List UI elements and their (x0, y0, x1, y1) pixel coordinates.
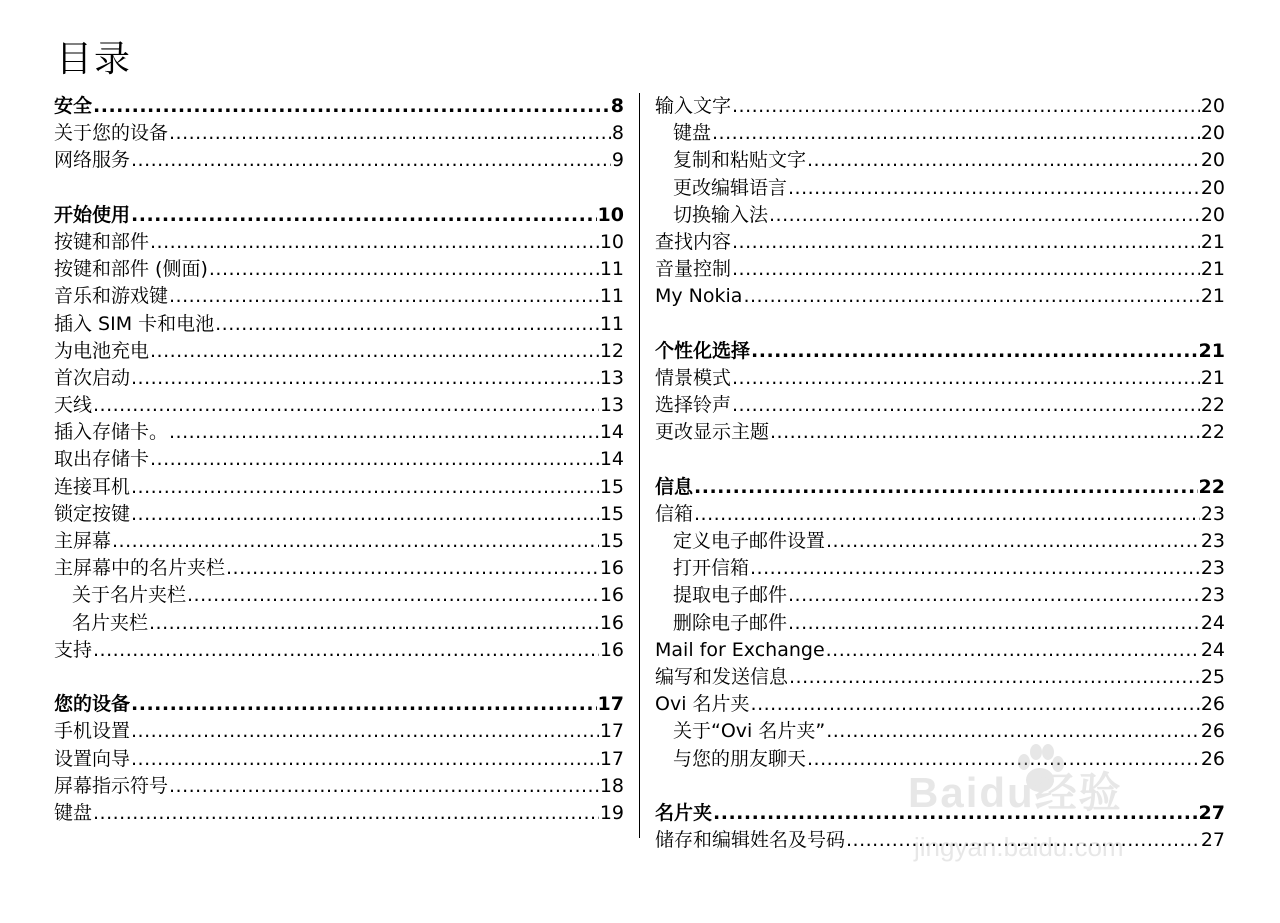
toc-page-number: 15 (599, 475, 624, 498)
toc-page-number: 22 (1198, 475, 1225, 498)
toc-entry[interactable] (655, 93, 1225, 120)
toc-entry[interactable] (54, 229, 624, 256)
toc-page-number: 13 (599, 366, 624, 389)
toc-entry-label: 打开信箱 (673, 557, 750, 580)
toc-page-number: 15 (599, 502, 624, 525)
toc-entry[interactable] (54, 474, 624, 501)
toc-leader-dots (93, 392, 599, 419)
toc-entry[interactable] (54, 365, 624, 392)
toc-entry[interactable] (655, 229, 1225, 256)
toc-leader-dots (209, 256, 599, 283)
toc-chapter-entry[interactable] (54, 93, 624, 120)
toc-entry[interactable] (655, 528, 1225, 555)
toc-entry[interactable] (655, 610, 1225, 637)
toc-entry[interactable] (54, 800, 624, 827)
toc-leader-dots (131, 691, 597, 718)
toc-leader-dots (732, 392, 1200, 419)
watermark-url: jingyan.baidu.com (914, 832, 1124, 862)
toc-entry-label: 设置向导 (54, 747, 131, 770)
toc-page-number: 20 (1200, 176, 1225, 199)
toc-entry-label: 键盘 (673, 122, 712, 145)
toc-page-number: 15 (599, 530, 624, 552)
toc-page-number: 21 (1200, 258, 1225, 281)
toc-entry-label: 您的设备 (54, 693, 131, 716)
toc-page-number: 10 (599, 230, 624, 253)
toc-leader-dots (826, 718, 1200, 745)
toc-chapter-entry[interactable] (655, 800, 1225, 827)
column-divider (639, 93, 640, 838)
toc-entry-label: 更改编辑语言 (673, 176, 788, 199)
toc-leader-dots (732, 93, 1200, 120)
toc-page-number: 11 (599, 312, 624, 335)
toc-leader-dots (187, 582, 599, 609)
toc-leader-dots (826, 528, 1200, 555)
toc-entry-label: 删除电子邮件 (673, 611, 788, 634)
toc-entry[interactable] (54, 419, 624, 446)
toc-page-number: 17 (597, 693, 624, 716)
toc-entry[interactable] (655, 147, 1225, 174)
toc-page-number: 27 (1198, 801, 1225, 824)
toc-right-column (655, 93, 1225, 854)
toc-leader-dots (93, 93, 610, 120)
toc-entry-label: 插入 SIM 卡和电池 (54, 312, 215, 335)
toc-page-number: 21 (1200, 230, 1225, 253)
toc-leader-dots (131, 746, 599, 773)
toc-page-number: 16 (599, 611, 624, 634)
toc-leader-dots (788, 175, 1200, 202)
toc-page-number: 14 (599, 448, 624, 471)
toc-entry-label: 关于“Ovi 名片夹” (673, 720, 826, 743)
toc-entry-label: 网络服务 (54, 149, 131, 172)
toc-gap (54, 664, 624, 691)
toc-entry-label: 信箱 (655, 502, 694, 525)
toc-leader-dots (789, 664, 1200, 691)
toc-leader-dots (131, 501, 599, 528)
toc-page-number: 21 (1200, 285, 1225, 308)
toc-page-number: 16 (599, 638, 624, 661)
toc-leader-dots (169, 419, 599, 446)
toc-entry-label: Ovi 名片夹 (655, 693, 750, 716)
toc-page-number: 22 (1200, 421, 1225, 444)
toc-leader-dots (788, 610, 1200, 637)
toc-leader-dots (694, 474, 1198, 501)
toc-entry[interactable] (54, 338, 624, 365)
toc-page-number: 12 (599, 339, 624, 362)
toc-page-number: 17 (599, 747, 624, 770)
toc-page-number: 21 (1198, 339, 1225, 362)
toc-chapter-entry[interactable] (54, 691, 624, 718)
toc-page-number: 26 (1200, 747, 1225, 770)
toc-page-number: 9 (611, 149, 624, 172)
toc-chapter-entry[interactable] (54, 202, 624, 229)
toc-entry-label: 音量控制 (655, 258, 732, 281)
toc-entry[interactable] (655, 256, 1225, 283)
toc-page-number: 20 (1200, 122, 1225, 145)
toc-page-number: 11 (599, 285, 624, 308)
toc-left-column (54, 93, 624, 827)
toc-entry-label: 选择铃声 (655, 394, 732, 417)
toc-entry[interactable] (655, 555, 1225, 582)
toc-entry-label: 名片夹栏 (72, 611, 149, 634)
toc-entry-label: 储存和编辑姓名及号码 (655, 829, 846, 852)
toc-leader-dots (169, 283, 599, 310)
toc-leader-dots (750, 555, 1200, 582)
toc-gap (54, 175, 624, 202)
toc-leader-dots (226, 555, 599, 582)
toc-leader-dots (131, 147, 611, 174)
toc-entry[interactable] (655, 637, 1225, 664)
toc-entry-label: 插入存储卡。 (54, 421, 169, 444)
toc-entry-label: 关于名片夹栏 (72, 584, 187, 607)
toc-entry[interactable] (54, 718, 624, 745)
toc-page-number: 23 (1200, 530, 1225, 552)
toc-page-number: 23 (1200, 584, 1225, 607)
toc-entry-label: 天线 (54, 394, 93, 417)
toc-leader-dots (169, 773, 599, 800)
toc-entry-label: 锁定按键 (54, 502, 131, 525)
toc-leader-dots (131, 474, 599, 501)
toc-entry[interactable] (54, 256, 624, 283)
toc-page-number: 23 (1200, 557, 1225, 580)
toc-page-number: 14 (599, 421, 624, 444)
toc-leader-dots (788, 582, 1200, 609)
toc-leader-dots (743, 283, 1199, 310)
toc-leader-dots (694, 501, 1200, 528)
toc-entry-label: 键盘 (54, 801, 93, 824)
toc-entry[interactable] (54, 528, 624, 555)
toc-leader-dots (846, 827, 1200, 854)
toc-page-number: 20 (1200, 95, 1225, 117)
toc-leader-dots (732, 256, 1200, 283)
toc-entry-label: 切换输入法 (673, 203, 769, 226)
toc-entry-label: 开始使用 (54, 203, 131, 226)
toc-page-number: 27 (1200, 829, 1225, 852)
toc-leader-dots (150, 229, 599, 256)
toc-entry[interactable] (54, 610, 624, 637)
toc-entry-label: 安全 (54, 95, 93, 117)
toc-leader-dots (150, 338, 599, 365)
toc-entry[interactable] (54, 582, 624, 609)
toc-page-number: 19 (599, 801, 624, 824)
toc-leader-dots (751, 691, 1200, 718)
toc-page-number: 17 (599, 720, 624, 743)
watermark-logo: Baidu经验 (908, 769, 1123, 816)
toc-page-number: 24 (1200, 638, 1225, 661)
toc-entry[interactable] (54, 501, 624, 528)
toc-entry[interactable] (54, 746, 624, 773)
toc-leader-dots (131, 202, 597, 229)
toc-gap (655, 446, 1225, 473)
toc-entry-label: 主屏幕中的名片夹栏 (54, 557, 226, 580)
toc-leader-dots (93, 637, 599, 664)
toc-entry-label: 名片夹 (655, 801, 713, 824)
toc-entry-label: 按键和部件 (54, 230, 150, 253)
toc-entry-label: 音乐和游戏键 (54, 285, 169, 308)
toc-entry-label: 手机设置 (54, 720, 131, 743)
toc-entry-label: 复制和粘贴文字 (673, 149, 807, 172)
toc-entry[interactable] (655, 392, 1225, 419)
toc-entry[interactable] (54, 446, 624, 473)
toc-page-number: 24 (1200, 611, 1225, 634)
toc-entry-label: 信息 (655, 475, 694, 498)
toc-entry-label: My Nokia (655, 285, 743, 308)
toc-entry[interactable] (655, 718, 1225, 745)
toc-entry-label: 连接耳机 (54, 475, 131, 498)
toc-chapter-entry[interactable] (655, 338, 1225, 365)
toc-page-number: 16 (599, 557, 624, 580)
toc-leader-dots (770, 419, 1200, 446)
toc-page-number: 23 (1200, 502, 1225, 525)
toc-entry-label: 编写和发送信息 (655, 665, 789, 688)
toc-leader-dots (149, 610, 599, 637)
toc-page-number: 22 (1200, 394, 1225, 417)
toc-leader-dots (712, 120, 1200, 147)
toc-entry-label: 关于您的设备 (54, 122, 169, 145)
toc-page-number: 13 (599, 394, 624, 417)
toc-entry[interactable] (655, 283, 1225, 310)
toc-entry[interactable] (54, 637, 624, 664)
toc-leader-dots (732, 365, 1200, 392)
toc-entry-label: 屏幕指示符号 (54, 774, 169, 797)
toc-entry[interactable] (655, 365, 1225, 392)
toc-page-number: 11 (599, 258, 624, 281)
toc-entry[interactable] (655, 827, 1225, 854)
toc-entry-label: 更改显示主题 (655, 421, 770, 444)
toc-leader-dots (131, 718, 599, 745)
toc-entry-label: 定义电子邮件设置 (673, 530, 826, 552)
toc-entry[interactable] (655, 691, 1225, 718)
toc-entry[interactable] (54, 311, 624, 338)
toc-leader-dots (131, 365, 599, 392)
toc-entry[interactable] (655, 202, 1225, 229)
toc-page-number: 21 (1200, 366, 1225, 389)
toc-entry[interactable] (655, 501, 1225, 528)
toc-leader-dots (732, 229, 1200, 256)
toc-entry[interactable] (655, 746, 1225, 773)
toc-entry-label: Mail for Exchange (655, 638, 825, 661)
toc-page-number: 20 (1200, 149, 1225, 172)
page-title: 目录 (56, 39, 133, 80)
toc-chapter-entry[interactable] (655, 474, 1225, 501)
toc-entry-label: 与您的朋友聊天 (673, 747, 807, 770)
toc-entry-label: 首次启动 (54, 366, 131, 389)
toc-leader-dots (112, 528, 599, 555)
toc-leader-dots (215, 311, 599, 338)
toc-leader-dots (169, 120, 611, 147)
toc-page-number: 8 (610, 95, 624, 117)
toc-entry[interactable] (54, 120, 624, 147)
toc-entry-label: 个性化选择 (655, 339, 751, 362)
toc-page-number: 10 (597, 203, 624, 226)
toc-entry[interactable] (655, 419, 1225, 446)
toc-page-number: 8 (611, 122, 624, 145)
toc-entry[interactable] (655, 120, 1225, 147)
toc-page-number: 16 (599, 584, 624, 607)
toc-leader-dots (769, 202, 1200, 229)
toc-entry-label: 情景模式 (655, 366, 732, 389)
toc-entry-label: 按键和部件 (侧面) (54, 258, 208, 281)
toc-leader-dots (751, 338, 1198, 365)
toc-leader-dots (807, 746, 1200, 773)
toc-page-number: 26 (1200, 693, 1225, 716)
toc-entry-label: 支持 (54, 638, 93, 661)
toc-entry[interactable] (655, 582, 1225, 609)
toc-entry[interactable] (54, 773, 624, 800)
toc-entry[interactable] (54, 147, 624, 174)
toc-gap (655, 773, 1225, 800)
toc-entry[interactable] (655, 664, 1225, 691)
toc-entry[interactable] (54, 283, 624, 310)
toc-page-number: 25 (1200, 665, 1225, 688)
toc-entry[interactable] (54, 392, 624, 419)
toc-entry[interactable] (54, 555, 624, 582)
toc-entry-label: 查找内容 (655, 230, 732, 253)
toc-page-number: 20 (1200, 203, 1225, 226)
toc-entry-label: 提取电子邮件 (673, 584, 788, 607)
toc-leader-dots (93, 800, 599, 827)
toc-entry-label: 取出存储卡 (54, 448, 150, 471)
toc-entry-label: 主屏幕 (54, 530, 112, 552)
toc-leader-dots (713, 800, 1198, 827)
toc-page-number: 26 (1200, 720, 1225, 743)
toc-leader-dots (150, 446, 599, 473)
toc-entry[interactable] (655, 175, 1225, 202)
toc-leader-dots (807, 147, 1200, 174)
toc-leader-dots (826, 637, 1200, 664)
toc-entry-label: 为电池充电 (54, 339, 150, 362)
toc-gap (655, 311, 1225, 338)
toc-page-number: 18 (599, 774, 624, 797)
toc-entry-label: 输入文字 (655, 95, 732, 117)
